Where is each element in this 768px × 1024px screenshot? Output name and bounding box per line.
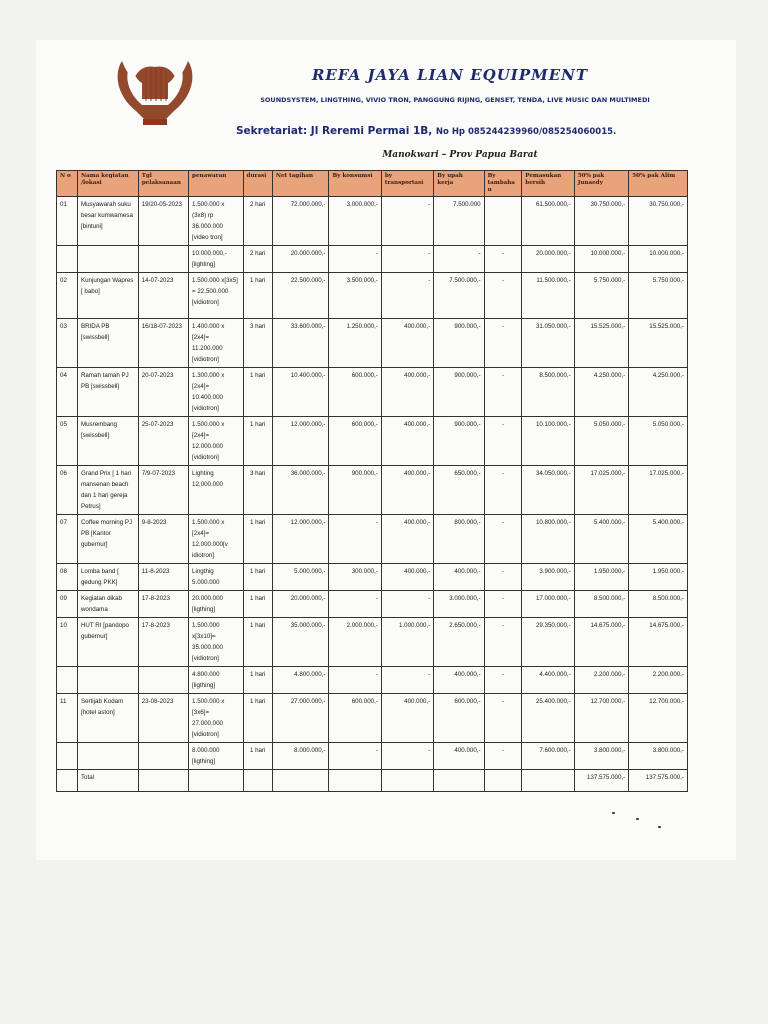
table-cell: 01 bbox=[57, 197, 78, 246]
table-cell: 5.050.000,- bbox=[629, 417, 688, 466]
column-header: durasi bbox=[243, 171, 272, 197]
table-cell: 3.000.000,- bbox=[434, 591, 484, 618]
table-cell: - bbox=[329, 246, 381, 273]
table-cell: 1.250.000,- bbox=[329, 319, 381, 368]
table-cell: 5.400.000,- bbox=[574, 515, 629, 564]
table-cell: 20.000.000,- bbox=[522, 246, 574, 273]
table-cell: - bbox=[484, 743, 522, 770]
table-cell: 800.000,- bbox=[434, 515, 484, 564]
table-cell: 3.800.000,- bbox=[629, 743, 688, 770]
table-cell: - bbox=[484, 246, 522, 273]
table-cell: 12.000.000,- bbox=[272, 515, 329, 564]
table-row bbox=[57, 319, 688, 368]
table-cell: HUT RI [pandopo gubernur] bbox=[77, 618, 138, 667]
table-header-row bbox=[57, 171, 688, 197]
table-cell: 12.700.000,- bbox=[574, 694, 629, 743]
table-cell: 400.000,- bbox=[381, 466, 433, 515]
column-header: Nama kegiatan /lokasi bbox=[77, 171, 138, 197]
table-cell: BRIDA PB [swissbell] bbox=[77, 319, 138, 368]
table-cell: 600.000,- bbox=[434, 694, 484, 743]
table-cell: 1 hari bbox=[243, 368, 272, 417]
table-cell: 10.000.000,- bbox=[629, 246, 688, 273]
table-cell bbox=[57, 667, 78, 694]
table-cell: 30.750.000,- bbox=[629, 197, 688, 246]
table-cell: 1.400.000 x [2x4]= 11.200.000 [vidiotron] bbox=[189, 319, 244, 368]
table-cell: 7.500.000,- bbox=[434, 273, 484, 319]
table-cell: 7.500.000 bbox=[434, 197, 484, 246]
table-cell: - bbox=[329, 591, 381, 618]
table-cell: 5.750.000,- bbox=[574, 273, 629, 319]
table-cell: 17.000.000,- bbox=[522, 591, 574, 618]
table-cell: 600.000,- bbox=[329, 368, 381, 417]
lyre-icon bbox=[110, 55, 200, 135]
table-cell bbox=[138, 667, 188, 694]
table-cell: 2 hari bbox=[243, 246, 272, 273]
table-cell: 400.000,- bbox=[381, 515, 433, 564]
column-header: 50% pak Alim bbox=[629, 171, 688, 197]
table-cell: 1.500.000 x [2x4]= 12.000.000[v idiotron] bbox=[189, 515, 244, 564]
table-cell: - bbox=[484, 417, 522, 466]
secretariat-address: Sekretariat: Jl Reremi Permai 1B, bbox=[236, 125, 433, 137]
table-cell: 12.000.000,- bbox=[272, 417, 329, 466]
table-cell: 06 bbox=[57, 466, 78, 515]
table-cell bbox=[57, 743, 78, 770]
table-cell: 30.750.000,- bbox=[574, 197, 629, 246]
table-cell: - bbox=[484, 515, 522, 564]
table-cell bbox=[243, 770, 272, 792]
table-cell: - bbox=[329, 667, 381, 694]
table-cell: 7.600.000,- bbox=[522, 743, 574, 770]
scan-speck bbox=[658, 826, 661, 828]
table-cell: 5.050.000,- bbox=[574, 417, 629, 466]
table-cell: - bbox=[381, 246, 433, 273]
table-cell: 10 bbox=[57, 618, 78, 667]
table-cell: 3.900.000,- bbox=[522, 564, 574, 591]
table-cell: 4.250.000,- bbox=[574, 368, 629, 417]
table-cell bbox=[77, 667, 138, 694]
table-cell: 2.200.000,- bbox=[574, 667, 629, 694]
table-cell bbox=[138, 770, 188, 792]
table-cell: 20.000.000,- bbox=[272, 246, 329, 273]
table-cell: 3.000.000,- bbox=[329, 197, 381, 246]
table-cell: 1.000.000,- bbox=[381, 618, 433, 667]
table-cell bbox=[57, 770, 78, 792]
activity-report-table bbox=[56, 170, 688, 792]
table-cell: 17-8-2023 bbox=[138, 591, 188, 618]
table-cell: 61.500.000,- bbox=[522, 197, 574, 246]
table-cell: 137.575.000,- bbox=[574, 770, 629, 792]
table-cell: 5.000.000,- bbox=[272, 564, 329, 591]
table-cell: - bbox=[484, 273, 522, 319]
table-cell bbox=[522, 770, 574, 792]
table-cell: 400.000,- bbox=[381, 368, 433, 417]
table-cell: Musyawarah suku besar kumwamesa [bintuni] bbox=[77, 197, 138, 246]
table-cell: 23-08-2023 bbox=[138, 694, 188, 743]
table-cell: Grand Prix [ 1 hari mansenan beach dan 1 hari gereja Petrus] bbox=[77, 466, 138, 515]
table-cell: 1.500.000 x (3x8) rp 36.000.000 [video tron] bbox=[189, 197, 244, 246]
table-cell: - bbox=[484, 694, 522, 743]
table-cell: 400.000,- bbox=[434, 564, 484, 591]
table-cell: 20.000.000,- bbox=[272, 591, 329, 618]
table-cell: 900.000,- bbox=[329, 466, 381, 515]
column-header: N o bbox=[57, 171, 78, 197]
table-cell: 14-07-2023 bbox=[138, 273, 188, 319]
table-cell: 17.025.000,- bbox=[629, 466, 688, 515]
table-cell: 15.525.000,- bbox=[574, 319, 629, 368]
table-cell: 5.750.000,- bbox=[629, 273, 688, 319]
table-cell: 1.950.000,- bbox=[574, 564, 629, 591]
table-cell bbox=[329, 770, 381, 792]
table-row bbox=[57, 667, 688, 694]
table-cell: Kegiatan dikab wondama bbox=[77, 591, 138, 618]
table-cell: Coffee morning PJ PB [Kantor gubernur] bbox=[77, 515, 138, 564]
table-cell: 1.500.000 x[3x10]= 35.000.000 [vidiotron] bbox=[189, 618, 244, 667]
table-cell: - bbox=[329, 743, 381, 770]
table-cell: 15.525.000,- bbox=[629, 319, 688, 368]
table-cell: 11-8-2023 bbox=[138, 564, 188, 591]
column-header: Net tagihan bbox=[272, 171, 329, 197]
column-header: By tambaha n bbox=[484, 171, 522, 197]
table-cell: 20-07-2023 bbox=[138, 368, 188, 417]
table-cell: Lingthig 5.000.000 bbox=[189, 564, 244, 591]
table-cell: 400.000,- bbox=[381, 417, 433, 466]
table-cell: Sertijab Kodam [hotel aston] bbox=[77, 694, 138, 743]
table-cell: 4.250.000,- bbox=[629, 368, 688, 417]
table-cell: 35.000.000,- bbox=[272, 618, 329, 667]
table-row bbox=[57, 694, 688, 743]
table-cell: 05 bbox=[57, 417, 78, 466]
table-cell: 31.050.000,- bbox=[522, 319, 574, 368]
table-cell bbox=[381, 770, 433, 792]
column-header: By konsumsi bbox=[329, 171, 381, 197]
table-cell bbox=[77, 743, 138, 770]
company-name: REFA JAYA LIAN EQUIPMENT bbox=[311, 66, 589, 84]
table-cell: - bbox=[381, 743, 433, 770]
table-cell: Lighting 12.000.000 bbox=[189, 466, 244, 515]
table-cell: 4.800.000,- bbox=[272, 667, 329, 694]
table-row bbox=[57, 591, 688, 618]
table-cell: Musrembang [swissbell] bbox=[77, 417, 138, 466]
table-cell: 16/18-07-2023 bbox=[138, 319, 188, 368]
table-cell: 3.800.000,- bbox=[574, 743, 629, 770]
table-cell: 10.000.000,- [lighting] bbox=[189, 246, 244, 273]
table-cell: 2.000.000,- bbox=[329, 618, 381, 667]
column-header: penawaran bbox=[189, 171, 244, 197]
table-cell: 2.200.000,- bbox=[629, 667, 688, 694]
table-body bbox=[57, 197, 688, 792]
table-cell: - bbox=[484, 368, 522, 417]
table-cell: 1 hari bbox=[243, 694, 272, 743]
table-cell: 3 hari bbox=[243, 466, 272, 515]
table-cell: 900.000,- bbox=[434, 368, 484, 417]
table-cell: 1.950.000,- bbox=[629, 564, 688, 591]
table-cell: 07 bbox=[57, 515, 78, 564]
table-cell: 12.700.000,- bbox=[629, 694, 688, 743]
table-cell bbox=[57, 246, 78, 273]
table-cell: 1 hari bbox=[243, 515, 272, 564]
table-cell: 600.000,- bbox=[329, 694, 381, 743]
table-row bbox=[57, 197, 688, 246]
table-cell: 4.800.000 [ligthing] bbox=[189, 667, 244, 694]
table-cell: - bbox=[329, 515, 381, 564]
table-cell: 8.500.000,- bbox=[574, 591, 629, 618]
table-cell: 03 bbox=[57, 319, 78, 368]
company-tagline: SOUNDSYSTEM, LINGTHING, VIVIO TRON, PANGGUNG RIJING, GENSET, TENDA, LIVE MUSIC DAN MULTIMEDI bbox=[260, 96, 650, 104]
table-cell bbox=[77, 246, 138, 273]
table-cell: - bbox=[381, 591, 433, 618]
table-cell: 17-8-2023 bbox=[138, 618, 188, 667]
table-cell: 3 hari bbox=[243, 319, 272, 368]
table-cell: 3.500.000,- bbox=[329, 273, 381, 319]
table-cell: - bbox=[381, 667, 433, 694]
table-row bbox=[57, 417, 688, 466]
table-cell: 1 hari bbox=[243, 564, 272, 591]
table-cell: 4.400.000,- bbox=[522, 667, 574, 694]
table-cell: 2 hari bbox=[243, 197, 272, 246]
table-cell: 1 hari bbox=[243, 667, 272, 694]
table-cell: 27.000.000,- bbox=[272, 694, 329, 743]
column-header: 50% pak Junaedy bbox=[574, 171, 629, 197]
table-cell: - bbox=[484, 667, 522, 694]
table-cell: 72.000.000,- bbox=[272, 197, 329, 246]
table-cell: 25-07-2023 bbox=[138, 417, 188, 466]
table-cell bbox=[138, 743, 188, 770]
table-cell: 1.500.000 x[3x5] = 22.500.000 [vidiotron] bbox=[189, 273, 244, 319]
table-cell bbox=[189, 770, 244, 792]
table-cell: 8.000.000 [ligthing] bbox=[189, 743, 244, 770]
table-cell: 900.000,- bbox=[434, 417, 484, 466]
column-header: Tgl pelaksanaan bbox=[138, 171, 188, 197]
table-cell: 400.000,- bbox=[381, 564, 433, 591]
table-cell: 400.000,- bbox=[434, 743, 484, 770]
table-cell: 400.000,- bbox=[381, 694, 433, 743]
table-cell: 10.000.000,- bbox=[574, 246, 629, 273]
table-cell: - bbox=[484, 564, 522, 591]
table-cell: - bbox=[434, 246, 484, 273]
table-cell: 25.400.000,- bbox=[522, 694, 574, 743]
table-cell: Ramah tamah PJ PB [swissbell] bbox=[77, 368, 138, 417]
table-cell: 1.500.000 x [3x6]= 27.000.000 [vidiotron] bbox=[189, 694, 244, 743]
table-cell: 8.500.000,- bbox=[629, 591, 688, 618]
column-header: By upah kerja bbox=[434, 171, 484, 197]
table-cell: 1.500.000 x [2x4]= 12.000.000 [vidiotron] bbox=[189, 417, 244, 466]
table-cell: 22.500.000,- bbox=[272, 273, 329, 319]
table-cell: - bbox=[484, 618, 522, 667]
secretariat-phone: No Hp 085244239960/085254060015. bbox=[435, 127, 617, 137]
table-cell: 29.350.000,- bbox=[522, 618, 574, 667]
table-cell: 1 hari bbox=[243, 618, 272, 667]
table-cell: 2.650.000,- bbox=[434, 618, 484, 667]
table-cell: 1 hari bbox=[243, 417, 272, 466]
table-cell: 1 hari bbox=[243, 743, 272, 770]
table-cell: 04 bbox=[57, 368, 78, 417]
table-cell: 11.500.000,- bbox=[522, 273, 574, 319]
table-cell bbox=[484, 197, 522, 246]
table-cell: 17.025.000,- bbox=[574, 466, 629, 515]
table-cell: - bbox=[381, 273, 433, 319]
table-cell: 34.050.000,- bbox=[522, 466, 574, 515]
column-header: Pemasukan bersih bbox=[522, 171, 574, 197]
table-row bbox=[57, 466, 688, 515]
table-cell bbox=[484, 770, 522, 792]
table-row bbox=[57, 368, 688, 417]
table-cell: 20.000.000 [ligthing] bbox=[189, 591, 244, 618]
table-cell: 11 bbox=[57, 694, 78, 743]
table-cell: 02 bbox=[57, 273, 78, 319]
table-cell: - bbox=[484, 319, 522, 368]
table-cell: 36.000.000,- bbox=[272, 466, 329, 515]
table-cell: 900.000,- bbox=[434, 319, 484, 368]
table-cell: 400.000,- bbox=[381, 319, 433, 368]
table-cell bbox=[434, 770, 484, 792]
table-row bbox=[57, 618, 688, 667]
table-cell: - bbox=[484, 466, 522, 515]
location-line: Manokwari – Prov Papua Barat bbox=[382, 150, 538, 160]
table-cell: 19/20-05-2023 bbox=[138, 197, 188, 246]
scan-speck bbox=[612, 812, 615, 814]
table-cell: Total bbox=[77, 770, 138, 792]
table-row bbox=[57, 273, 688, 319]
table-cell: 1.300.000 x [2x4]= 10.400.000 [vidiotron] bbox=[189, 368, 244, 417]
table-cell: 10.800.000,- bbox=[522, 515, 574, 564]
table-cell: 33.600.000,- bbox=[272, 319, 329, 368]
table-cell: 08 bbox=[57, 564, 78, 591]
table-cell: Kunjungan Wapres [ babo] bbox=[77, 273, 138, 319]
table-cell: 7/9-07-2023 bbox=[138, 466, 188, 515]
table-cell bbox=[138, 246, 188, 273]
table-cell: 600.000,- bbox=[329, 417, 381, 466]
table-cell bbox=[272, 770, 329, 792]
table-row bbox=[57, 564, 688, 591]
table-cell: 8.500.000,- bbox=[522, 368, 574, 417]
table-cell: 9-8-2023 bbox=[138, 515, 188, 564]
table-cell: 10.100.000,- bbox=[522, 417, 574, 466]
table-cell: 1 hari bbox=[243, 273, 272, 319]
table-cell: 8.000.000,- bbox=[272, 743, 329, 770]
table-cell: Lomba band [ gedung PKK] bbox=[77, 564, 138, 591]
table-cell: 14.675.000,- bbox=[629, 618, 688, 667]
table-cell: 650.000,- bbox=[434, 466, 484, 515]
table-cell: 400.000,- bbox=[434, 667, 484, 694]
table-cell: 09 bbox=[57, 591, 78, 618]
secretariat-line bbox=[236, 125, 706, 137]
table-cell: 1 hari bbox=[243, 591, 272, 618]
table-cell: 14.675.000,- bbox=[574, 618, 629, 667]
table-row bbox=[57, 743, 688, 770]
table-cell: 10.400.000,- bbox=[272, 368, 329, 417]
table-cell: 137.575.000,- bbox=[629, 770, 688, 792]
table-row bbox=[57, 770, 688, 792]
table-cell: 5.400.000,- bbox=[629, 515, 688, 564]
table-row bbox=[57, 515, 688, 564]
table-cell: - bbox=[381, 197, 433, 246]
scan-speck bbox=[636, 818, 639, 820]
table-row bbox=[57, 246, 688, 273]
table-cell: - bbox=[484, 591, 522, 618]
column-header: by transportasi bbox=[381, 171, 433, 197]
table-cell: 300.000,- bbox=[329, 564, 381, 591]
